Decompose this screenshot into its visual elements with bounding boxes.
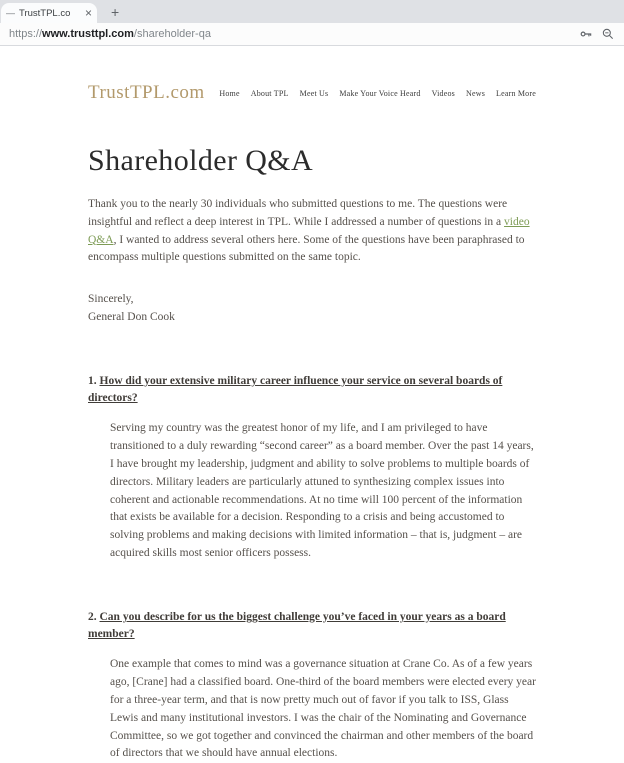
site-logo[interactable]: TrustTPL.com <box>88 82 205 103</box>
intro-paragraph <box>88 196 536 267</box>
nav-item-meet-us[interactable]: Meet Us <box>299 88 329 98</box>
nav-item-news[interactable]: News <box>465 88 486 98</box>
url-path: /shareholder-qa <box>133 28 211 40</box>
question-2-answer: One example that comes to mind was a governance situation at Crane Co. As of a few years ago, [Crane] had a classified board. One-third of the board members were elected every year for a three-year term, and that is now pretty much out of favor if you talk to ISS, Glass Lewis and many institutional investors. I was the chair of the Nominating and Governance Committee, so we got together and convinced the chairman and other members of the board of directors that we should have annual elections. <box>110 658 536 760</box>
page-title: Shareholder Q&A <box>88 144 314 177</box>
question-block-1 <box>88 373 536 563</box>
intro-text-before: Thank you to the nearly 30 individuals who submitted questions to me. The questions were insightful and reflect a deep interest in TPL. While I addressed a number of questions in a <box>88 198 508 228</box>
nav-item-make-your-voice-heard[interactable]: Make Your Voice Heard <box>339 88 421 98</box>
question-1-text: How did your extensive military career influence your service on several boards of directors? <box>88 374 503 405</box>
intro-text-after: , I wanted to address several others here. Some of the questions have been paraphrased to encompass multiple questions submitted on the same topic. <box>88 233 525 264</box>
video-qa-link[interactable]: video Q&A <box>88 215 530 246</box>
new-tab-button[interactable]: + <box>111 4 120 20</box>
address-bar[interactable] <box>0 23 624 46</box>
url-scheme: https:// <box>9 28 43 40</box>
nav-item-about-tpl[interactable]: About TPL <box>250 88 289 98</box>
url-domain: www.trusttpl.com <box>42 28 134 40</box>
question-1-answer: Serving my country was the greatest honor of my life, and I am privileged to have transitioned to a duly rewarding “second career” as a board member. Over the past 14 years, I have brought my leadership, judgment and ability to solve problems to multiple boards of directors. Military leaders are particularly attuned to synthesizing complex issues into coherent and actionable recommendations. At no time will 100 percent of the information that exists be available for a decision. Responding to a crisis and being accustomed to solving problems and making decisions with limited information – that is, judgment – are acquired skills most senior officers possess. <box>110 422 534 560</box>
signoff-name: General Don Cook <box>88 311 175 324</box>
site-header <box>88 82 536 104</box>
question-2-heading <box>88 609 536 644</box>
signoff-sincerely: Sincerely, <box>88 293 134 306</box>
browser-tab[interactable] <box>1 3 97 23</box>
zoom-icon[interactable] <box>601 27 615 41</box>
question-1-number: 1. <box>88 374 100 387</box>
tab-strip <box>0 0 624 23</box>
question-2-text: Can you describe for us the biggest challenge you’ve faced in your years as a board member? <box>88 610 506 641</box>
question-1-heading <box>88 373 536 408</box>
signoff <box>88 291 536 327</box>
page-content <box>0 46 624 763</box>
nav-item-videos[interactable]: Videos <box>431 88 455 98</box>
tab-close-icon[interactable]: × <box>84 6 92 20</box>
question-block-2 <box>88 609 536 763</box>
key-icon[interactable] <box>579 27 593 41</box>
tab-title: TrustTPL.co <box>19 7 71 19</box>
main-nav <box>219 89 536 98</box>
nav-item-home[interactable]: Home <box>219 88 240 98</box>
nav-item-learn-more[interactable]: Learn More <box>496 88 536 98</box>
question-2-number: 2. <box>88 610 100 623</box>
tab-favicon-icon: — <box>6 8 15 18</box>
